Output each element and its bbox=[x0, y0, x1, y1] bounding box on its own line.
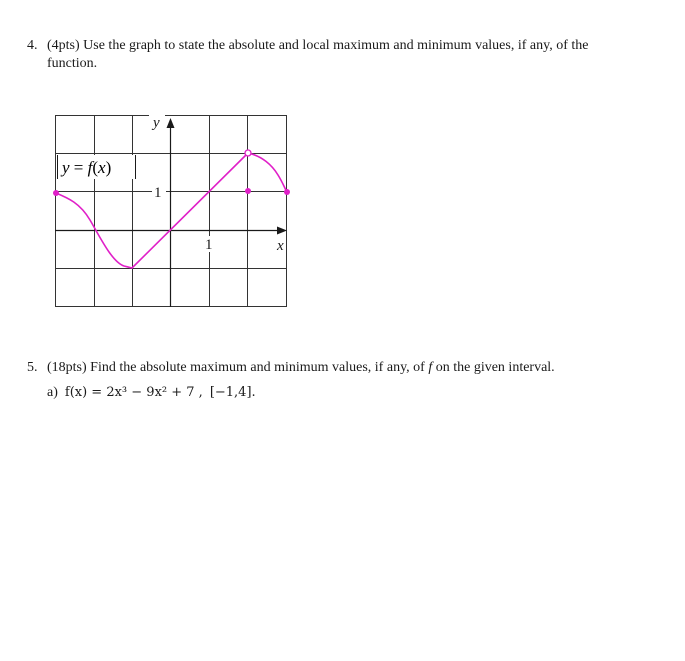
question-5a-line bbox=[47, 384, 256, 401]
y-axis-arrow-icon bbox=[167, 118, 175, 128]
part-a-interval: [−1,4]. bbox=[209, 385, 256, 400]
graph-axes bbox=[55, 118, 287, 307]
function-label: y = f(x) bbox=[62, 158, 112, 177]
question-5-number: 5. bbox=[27, 360, 38, 375]
y-axis-label: y bbox=[153, 115, 160, 131]
part-a-function: f(x) = 2x³ − 9x² + 7 , bbox=[64, 385, 203, 400]
left-endpoint-dot bbox=[53, 190, 59, 196]
question-4-number: 4. bbox=[27, 38, 38, 53]
open-circle-marker bbox=[245, 150, 251, 156]
question-5-text-suffix: on the given interval. bbox=[432, 360, 555, 375]
part-a-label: a) bbox=[47, 385, 58, 400]
tick-y-label: 1 bbox=[154, 185, 162, 201]
closed-dot-marker bbox=[245, 188, 251, 194]
tick-x-label: 1 bbox=[205, 237, 213, 253]
question-4-line-2: function. bbox=[47, 56, 98, 71]
question-4-text: (4pts) Use the graph to state the absolute and local maximum and minimum values, if any, of the bbox=[47, 38, 589, 53]
x-axis-arrow-icon bbox=[277, 227, 287, 235]
x-axis-label: x bbox=[277, 238, 284, 254]
curve-right-piece bbox=[248, 153, 287, 192]
question-5-function-var: f bbox=[428, 360, 433, 375]
right-endpoint-dot bbox=[284, 189, 290, 195]
question-5-line-1 bbox=[27, 359, 555, 376]
question-5-text-prefix: (18pts) Find the absolute maximum and minimum values, if any, of bbox=[47, 360, 429, 375]
